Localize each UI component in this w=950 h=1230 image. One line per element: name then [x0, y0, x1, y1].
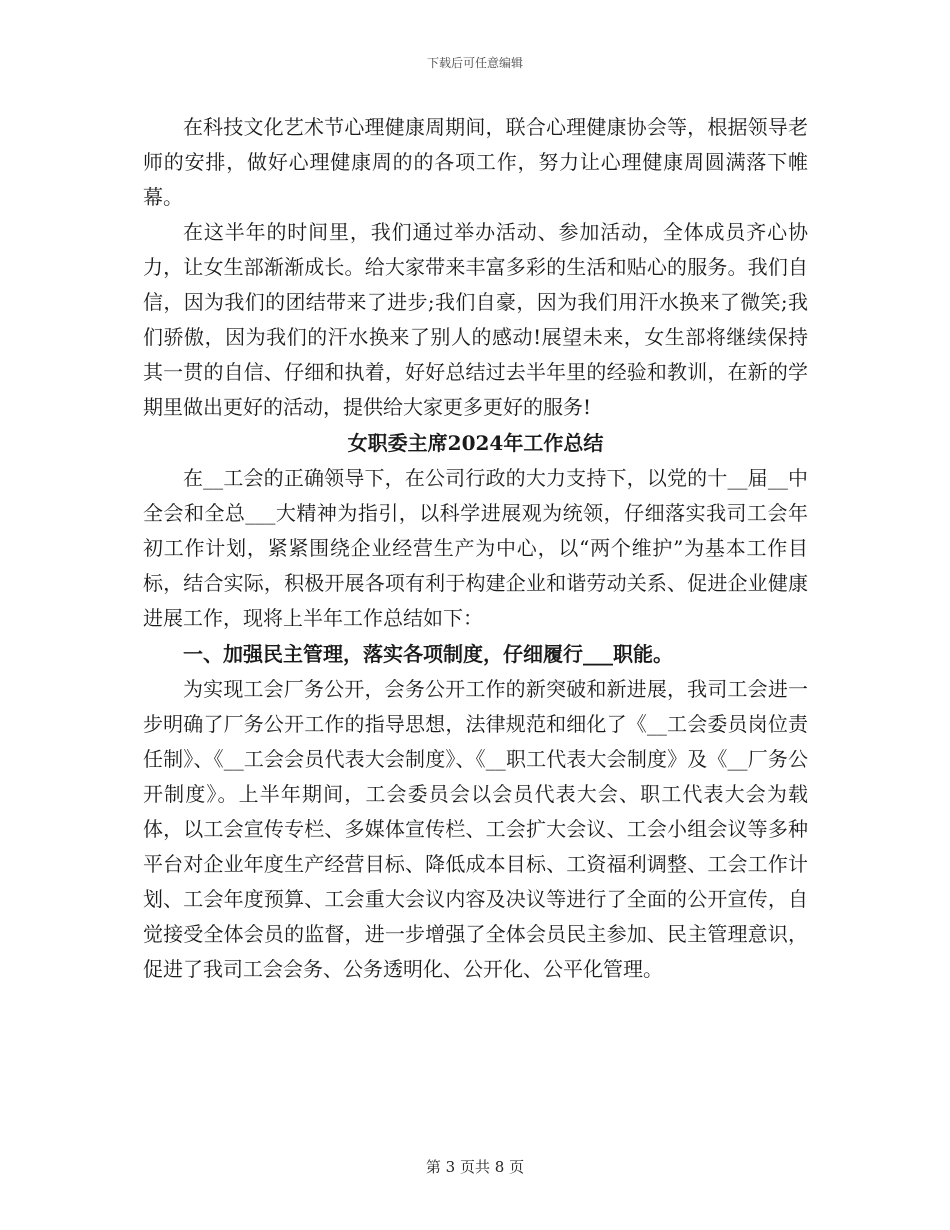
document-title: 女职委主席2024年工作总结 — [347, 431, 604, 455]
page-header-note: 下载后可任意编辑 — [426, 56, 523, 70]
section-heading: 一、加强民主管理，落实各项制度，仔细履行___职能。 — [183, 642, 673, 666]
section-paragraph: 为实现工会厂务公开，会务公开工作的新突破和新进展，我司工会进一步明确了厂务公开工作的指导思想，法律规范和细化了《__工会委员岗位责任制》、《__工会会员代表大会制度》、《__职工代表大会制度》及《__厂务公开制度》。上半年期间，工会委员会以会员代表大会、职工代表大会为载体，以工会宣传专栏、多媒体宣传栏、工会扩大会议、工会小组会议等多种平台对企业年度生产经营目标、降低成本目标、工资福利调整、工会工作计划、工会年度预算、工会重大会议内容及决议等进行了全面的公开宣传，自觉接受全体会员的监督，进一步增强了全体会员民主参加、民主管理意识，促进了我司工会会务、公务透明化、公开化、公平化管理。 — [143, 677, 808, 981]
intro-paragraph: 在__工会的正确领导下，在公司行政的大力支持下，以党的十__届__中全会和全总___大精神为指引，以科学进展观为统领，仔细落实我司工会年初工作计划，紧紧围绕企业经营生产为中心，以“两个维护”为基本工作目标，结合实际，积极开展各项有利于构建企业和谐劳动关系、促进企业健康进展工作，现将上半年工作总结如下： — [143, 466, 808, 630]
document-body — [143, 110, 808, 987]
paragraph: 在科技文化艺术节心理健康周期间，联合心理健康协会等，根据领导老师的安排，做好心理健康周的的各项工作，努力让心理健康周圆满落下帷幕。 — [143, 115, 808, 209]
paragraph: 在这半年的时间里，我们通过举办活动、参加活动，全体成员齐心协力，让女生部渐渐成长。给大家带来丰富多彩的生活和贴心的服务。我们自信，因为我们的团结带来了进步;我们自豪，因为我们用汗水换来了微笑;我们骄傲，因为我们的汗水换来了别人的感动!展望未来，女生部将继续保持其一贯的自信、仔细和执着，好好总结过去半年里的经验和教训，在新的学期里做出更好的活动，提供给大家更多更好的服务! — [143, 220, 808, 419]
page-footer-number: 第 3 页共 8 页 — [425, 1158, 525, 1176]
